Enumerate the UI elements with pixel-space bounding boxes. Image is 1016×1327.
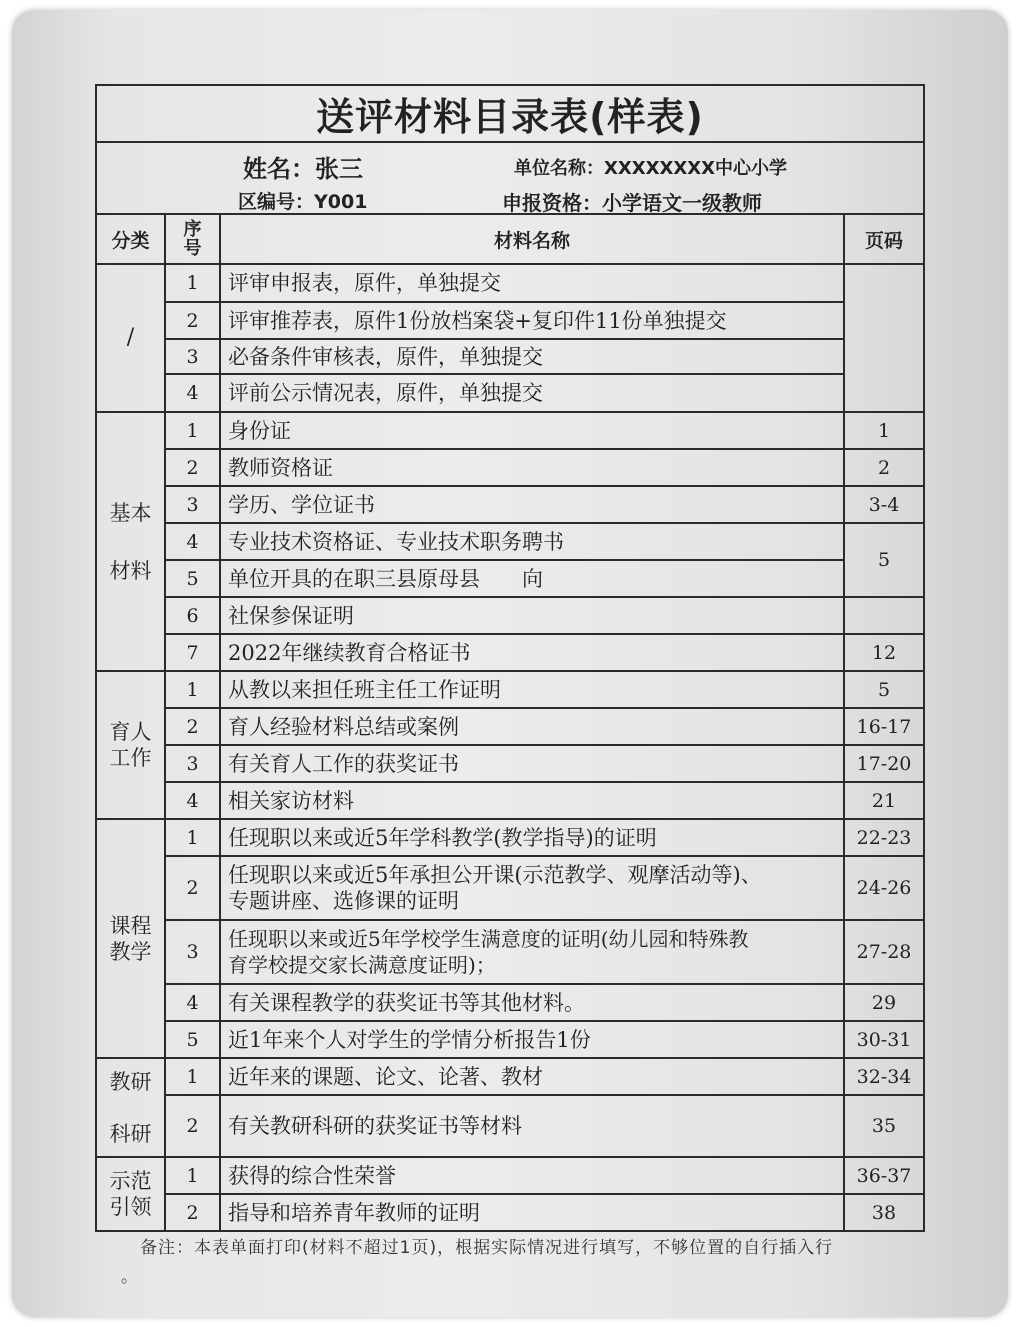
page-number: 2 [844, 449, 924, 486]
material-name: 评审申报表，原件，单独提交 [220, 264, 844, 302]
row-number: 2 [165, 708, 220, 745]
row-number: 2 [165, 302, 220, 339]
row-number: 1 [165, 819, 220, 856]
page-number: 22-23 [844, 819, 924, 856]
material-name: 有关教研科研的获奖证书等材料 [220, 1095, 844, 1157]
material-name: 近1年来个人对学生的学情分析报告1份 [220, 1021, 844, 1058]
table-row [96, 412, 924, 449]
table-row [96, 597, 924, 634]
row-number: 6 [165, 597, 220, 634]
row-number: 3 [165, 339, 220, 374]
row-number: 3 [165, 745, 220, 782]
material-name: 教师资格证 [220, 449, 844, 486]
row-number: 5 [165, 560, 220, 597]
page-cell-empty [844, 264, 924, 412]
page-number: 27-28 [844, 920, 924, 984]
page-number: 12 [844, 634, 924, 671]
row-number: 7 [165, 634, 220, 671]
page-number: 5 [844, 671, 924, 708]
category-cell: / [96, 264, 165, 412]
row-number: 1 [165, 671, 220, 708]
row-number: 2 [165, 1194, 220, 1231]
row-number: 2 [165, 856, 220, 920]
qualification: 申报资格：小学语文一级教师 [502, 191, 762, 215]
row-number: 4 [165, 782, 220, 819]
table-row [96, 1194, 924, 1231]
material-name: 评前公示情况表，原件，单独提交 [220, 374, 844, 412]
page-number: 1 [844, 412, 924, 449]
row-number: 1 [165, 412, 220, 449]
category-cell: 育人 工作 [96, 671, 165, 819]
table-row [96, 523, 924, 560]
table-row [96, 560, 924, 597]
material-name: 近年来的课题、论文、论著、教材 [220, 1058, 844, 1095]
category-cell: 示范 引领 [96, 1157, 165, 1231]
header-page: 页码 [844, 214, 924, 264]
page-number: 21 [844, 782, 924, 819]
material-name: 任现职以来或近5年学校学生满意度的证明(幼儿园和特殊教 育学校提交家长满意度证明)； [220, 920, 844, 984]
category-cell: 教研 科研 [96, 1058, 165, 1157]
category-cell: 基本 材料 [96, 412, 165, 671]
table-row [96, 339, 924, 374]
header-seq: 序号 [165, 214, 220, 264]
unit-name: 单位名称：XXXXXXXX中心小学 [514, 158, 788, 179]
row-number: 1 [165, 264, 220, 302]
applicant-name: 姓名：张三 [243, 155, 363, 183]
row-number: 3 [165, 920, 220, 984]
page-number [844, 597, 924, 634]
row-number: 4 [165, 984, 220, 1021]
material-name: 任现职以来或近5年承担公开课(示范教学、观摩活动等)、 专题讲座、选修课的证明 [220, 856, 844, 920]
material-catalog-table [95, 84, 925, 1232]
table-row [96, 1021, 924, 1058]
row-number: 5 [165, 1021, 220, 1058]
table-row [96, 486, 924, 523]
row-number: 1 [165, 1157, 220, 1194]
row-number: 4 [165, 374, 220, 412]
page-number: 24-26 [844, 856, 924, 920]
footnote: 备注：本表单面打印(材料不超过1页)，根据实际情况进行填写，不够位置的自行插入行 [140, 1238, 834, 1258]
page-number: 30-31 [844, 1021, 924, 1058]
district-code: 区编号：Y001 [238, 191, 368, 213]
material-name: 身份证 [220, 412, 844, 449]
material-name: 专业技术资格证、专业技术职务聘书 [220, 523, 844, 560]
material-name: 育人经验材料总结或案例 [220, 708, 844, 745]
material-name: 单位开具的在职三县原母县 向 [220, 560, 844, 597]
table-row [96, 1095, 924, 1157]
header-category: 分类 [96, 214, 165, 264]
page-number: 5 [844, 523, 924, 597]
page-number: 16-17 [844, 708, 924, 745]
table-row [96, 745, 924, 782]
page-number: 38 [844, 1194, 924, 1231]
page-number: 32-34 [844, 1058, 924, 1095]
material-name: 有关课程教学的获奖证书等其他材料。 [220, 984, 844, 1021]
table-row [96, 449, 924, 486]
material-name: 相关家访材料 [220, 782, 844, 819]
page-number: 3-4 [844, 486, 924, 523]
material-name: 学历、学位证书 [220, 486, 844, 523]
table-row [96, 856, 924, 920]
row-number: 2 [165, 449, 220, 486]
material-name: 获得的综合性荣誉 [220, 1157, 844, 1194]
material-name: 任现职以来或近5年学科教学(教学指导)的证明 [220, 819, 844, 856]
row-number: 2 [165, 1095, 220, 1157]
table-row [96, 920, 924, 984]
table-row [96, 374, 924, 412]
page-number: 36-37 [844, 1157, 924, 1194]
table-row [96, 302, 924, 339]
table-row [96, 708, 924, 745]
material-name: 指导和培养青年教师的证明 [220, 1194, 844, 1231]
table-row [96, 782, 924, 819]
header-material: 材料名称 [220, 214, 844, 264]
page-number: 29 [844, 984, 924, 1021]
material-name: 社保参保证明 [220, 597, 844, 634]
row-number: 4 [165, 523, 220, 560]
table-row [96, 671, 924, 708]
table-row [96, 819, 924, 856]
category-cell: 课程 教学 [96, 819, 165, 1058]
table-row [96, 634, 924, 671]
footnote-tail: 。 [121, 1267, 138, 1287]
table-row [96, 264, 924, 302]
page-number: 17-20 [844, 745, 924, 782]
material-name: 评审推荐表，原件1份放档案袋+复印件11份单独提交 [220, 302, 844, 339]
table-row [96, 1157, 924, 1194]
material-name: 有关育人工作的获奖证书 [220, 745, 844, 782]
table-row [96, 1058, 924, 1095]
row-number: 3 [165, 486, 220, 523]
material-name: 从教以来担任班主任工作证明 [220, 671, 844, 708]
page-number: 35 [844, 1095, 924, 1157]
material-name: 2022年继续教育合格证书 [220, 634, 844, 671]
applicant-info [96, 142, 924, 214]
table-title: 送评材料目录表(样表) [96, 85, 924, 142]
material-name: 必备条件审核表，原件，单独提交 [220, 339, 844, 374]
table-row [96, 984, 924, 1021]
row-number: 1 [165, 1058, 220, 1095]
